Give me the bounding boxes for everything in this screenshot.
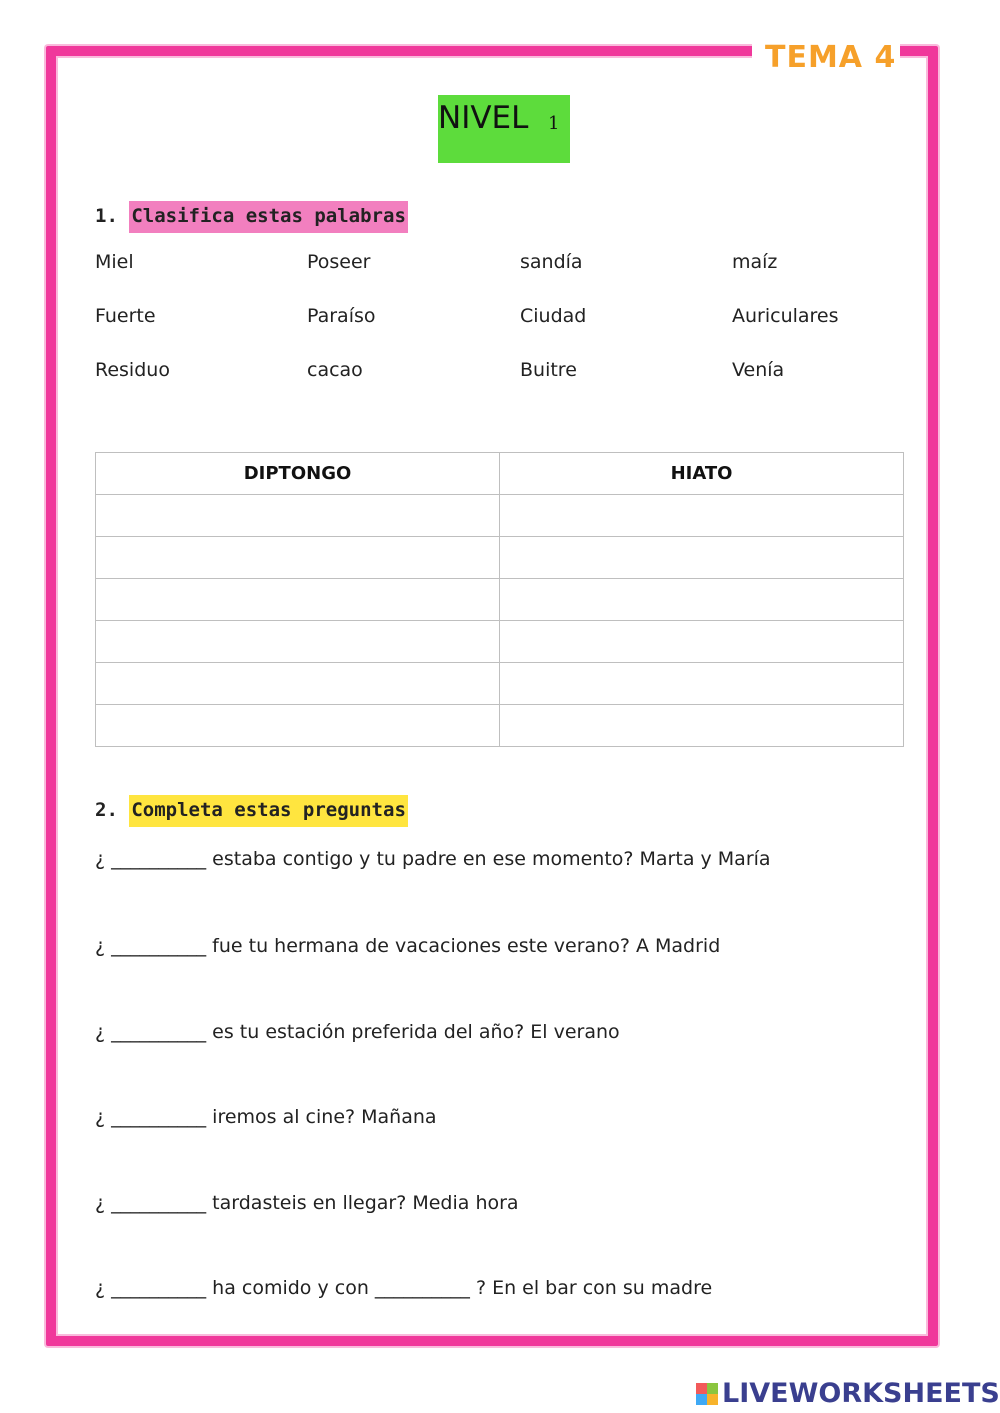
diptongo-answer-cell[interactable] [96,663,500,705]
table-row [96,663,904,705]
question-item[interactable]: ¿ __________ iremos al cine? Mañana [95,1106,437,1128]
hiato-header: HIATO [500,453,904,495]
diptongo-answer-cell[interactable] [96,495,500,537]
table-row [96,495,904,537]
table-row [96,621,904,663]
hiato-answer-cell[interactable] [500,663,904,705]
word-item: Residuo [95,359,170,381]
section-2-heading [95,799,408,821]
diptongo-answer-cell[interactable] [96,705,500,747]
liveworksheets-logo-icon [696,1383,718,1405]
logo-text: LIVEWORKSHEETS [722,1378,1000,1409]
word-item: Paraíso [307,305,376,327]
hiato-answer-cell[interactable] [500,579,904,621]
nivel-number: 1 [548,113,560,134]
hiato-answer-cell[interactable] [500,621,904,663]
diptongo-answer-cell[interactable] [96,621,500,663]
word-item: maíz [732,251,778,273]
table-row [96,579,904,621]
question-item[interactable]: ¿ __________ ha comido y con __________ ? En el bar con su madre [95,1277,713,1299]
liveworksheets-logo [696,1378,1000,1409]
diptongo-header: DIPTONGO [96,453,500,495]
word-item: Buitre [520,359,577,381]
section-2-title: Completa estas preguntas [129,795,408,827]
hiato-answer-cell[interactable] [500,495,904,537]
word-item: Auriculares [732,305,839,327]
question-item[interactable]: ¿ __________ fue tu hermana de vacaciones este verano? A Madrid [95,935,721,957]
word-item: Fuerte [95,305,156,327]
section-1-title: Clasifica estas palabras [129,201,408,233]
section-1-number: 1. [95,205,118,227]
tema-label: TEMA 4 [765,40,897,75]
diptongo-answer-cell[interactable] [96,537,500,579]
nivel-title: NIVEL [438,100,529,136]
table-row [96,705,904,747]
word-item: Miel [95,251,134,273]
word-item: sandía [520,251,583,273]
word-item: cacao [307,359,363,381]
section-2-number: 2. [95,799,118,821]
question-item[interactable]: ¿ __________ estaba contigo y tu padre en ese momento? Marta y María [95,848,771,870]
table-header-row [96,453,904,495]
classification-table [95,452,904,747]
hiato-answer-cell[interactable] [500,537,904,579]
hiato-answer-cell[interactable] [500,705,904,747]
question-item[interactable]: ¿ __________ es tu estación preferida del año? El verano [95,1021,620,1043]
diptongo-answer-cell[interactable] [96,579,500,621]
table-row [96,537,904,579]
word-item: Ciudad [520,305,587,327]
word-item: Poseer [307,251,371,273]
word-item: Venía [732,359,785,381]
section-1-heading [95,205,408,227]
question-item[interactable]: ¿ __________ tardasteis en llegar? Media hora [95,1192,519,1214]
word-list [95,251,895,413]
